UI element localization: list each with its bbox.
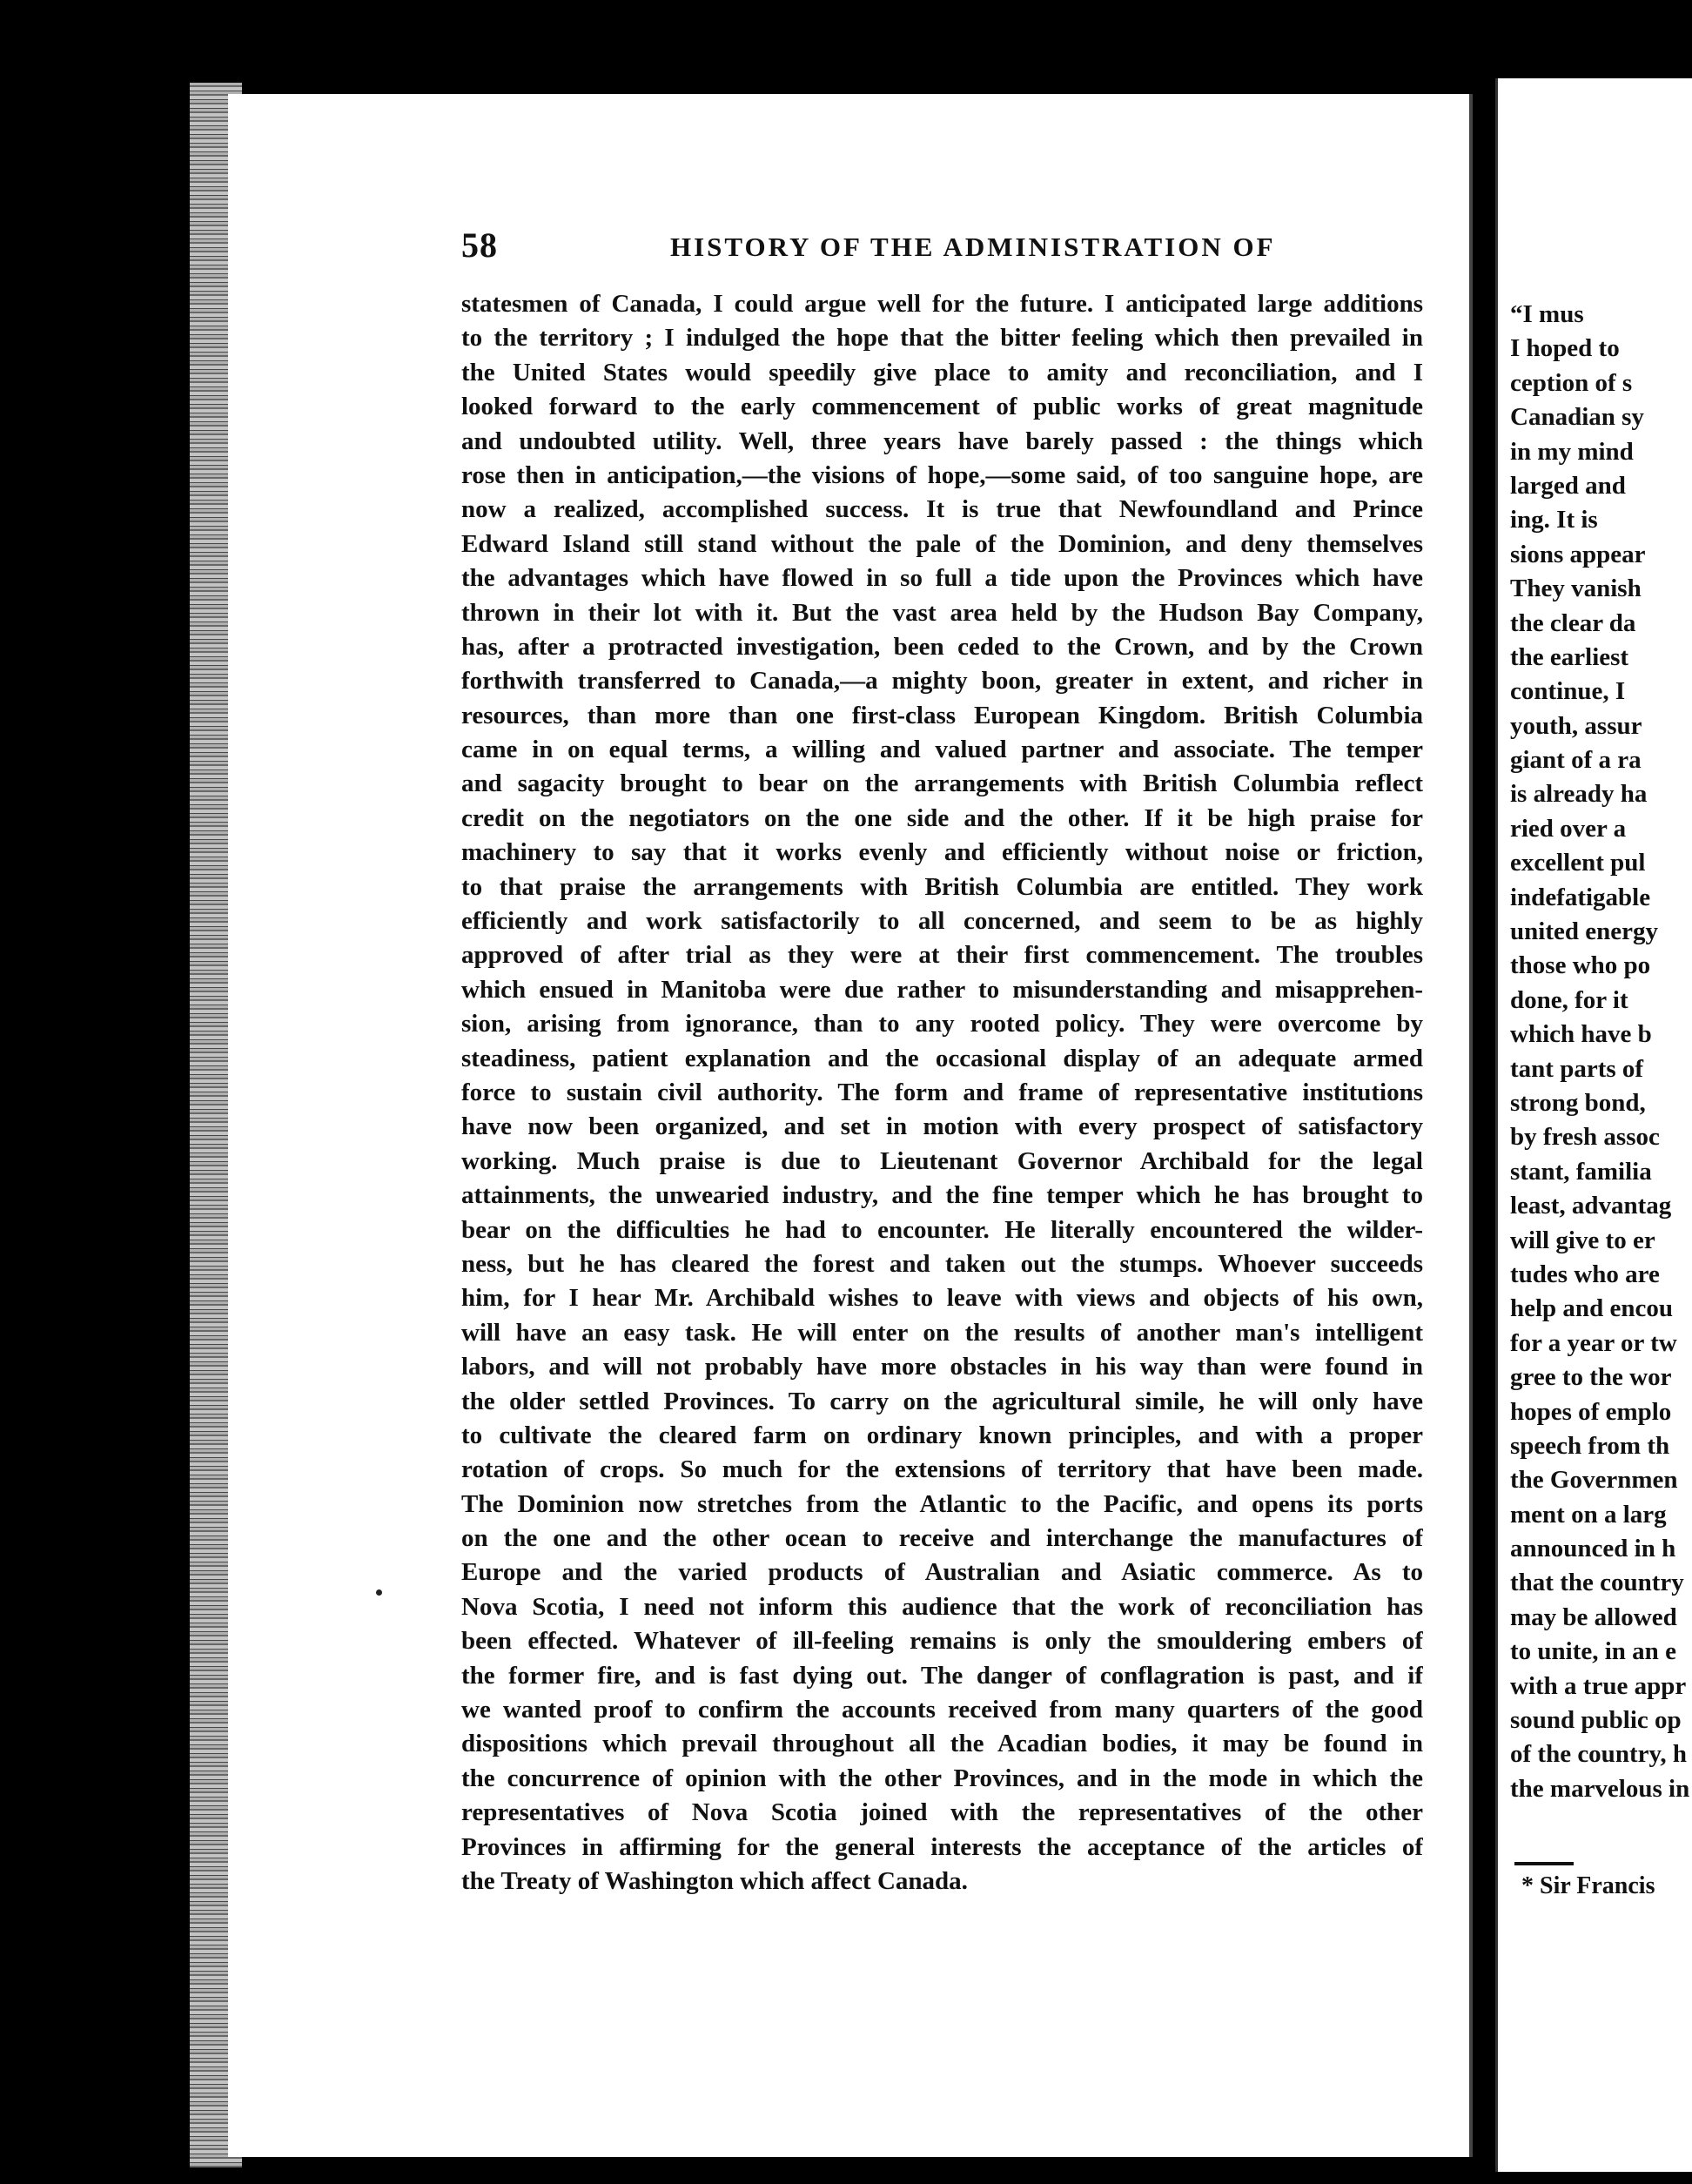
text-line: forthwith transferred to Canada,—a mighty boon, greater in extent, and richer in	[461, 667, 1423, 696]
text-line: attainments, the unwearied industry, and the fine temper which he has brought to	[461, 1181, 1423, 1210]
text-line: thrown in their lot with it. But the vast area held by the Hudson Bay Company,	[461, 598, 1423, 627]
text-line: steadiness, patient explanation and the occasional display of an adequate armed	[461, 1044, 1423, 1072]
right-text-line: those who po	[1510, 951, 1651, 980]
text-line: which ensued in Manitoba were due rather to misunderstanding and misapprehen-	[461, 975, 1423, 1004]
right-text-line: by fresh assoc	[1510, 1123, 1660, 1152]
right-text-line: tant parts of	[1510, 1054, 1644, 1083]
text-line: has, after a protracted investigation, been ceded to the Crown, and by the Crown	[461, 632, 1423, 661]
right-text-line: for a year or tw	[1510, 1328, 1677, 1357]
right-text-line: is already ha	[1510, 780, 1648, 809]
right-text-line: the clear da	[1510, 608, 1636, 637]
right-text-line: in my mind	[1510, 437, 1634, 466]
right-text-line: larged and	[1510, 471, 1626, 500]
right-text-line: I hoped to	[1510, 334, 1620, 363]
text-line: on the one and the other ocean to receive and interchange the manufactures of	[461, 1524, 1423, 1553]
text-line: Europe and the varied products of Australian and Asiatic commerce. As to	[461, 1558, 1423, 1587]
right-text-line: the earliest	[1510, 642, 1629, 671]
text-line: machinery to say that it works evenly and efficiently without noise or friction,	[461, 838, 1423, 867]
text-line: rose then in anticipation,—the visions of hope,—some said, of too sanguine hope, are	[461, 460, 1423, 489]
text-line: labors, and will not probably have more obstacles in his way than were found in	[461, 1353, 1423, 1381]
text-line: to the territory ; I indulged the hope that the bitter feeling which then prevailed in	[461, 324, 1423, 353]
text-line: approved of after trial as they were at their first commencement. The troubles	[461, 941, 1423, 970]
text-line: The Dominion now stretches from the Atlantic to the Pacific, and opens its ports	[461, 1489, 1423, 1518]
text-line: Provinces in affirming for the general interests the acceptance of the articles of	[461, 1832, 1423, 1861]
right-text-line: giant of a ra	[1510, 746, 1642, 775]
right-page-text	[1510, 298, 1692, 1806]
page-number: 58	[461, 225, 498, 265]
right-text-line: strong bond,	[1510, 1088, 1646, 1117]
text-line: the concurrence of opinion with the other Provinces, and in the mode in which the	[461, 1764, 1423, 1792]
right-text-line: indefatigable	[1510, 883, 1651, 911]
text-line: the former fire, and is fast dying out. The danger of conflagration is past, and if	[461, 1661, 1423, 1690]
text-line: representatives of Nova Scotia joined with the representatives of the other	[461, 1798, 1423, 1827]
text-line: the advantages which have flowed in so full a tide upon the Provinces which have	[461, 564, 1423, 593]
text-line: we wanted proof to confirm the accounts received from many quarters of the good	[461, 1696, 1423, 1724]
right-text-line: ing. It is	[1510, 506, 1598, 534]
right-text-line: done, for it	[1510, 985, 1628, 1014]
text-line: dispositions which prevail throughout all the Acadian bodies, it may be found in	[461, 1730, 1423, 1758]
right-text-line: “I mus	[1510, 300, 1584, 328]
right-text-line: least, advantag	[1510, 1192, 1672, 1220]
right-text-line: Canadian sy	[1510, 403, 1644, 432]
text-line: the older settled Provinces. To carry on the agricultural simile, he will only have	[461, 1387, 1423, 1415]
text-line: been effected. Whatever of ill-feeling remains is only the smouldering embers of	[461, 1627, 1423, 1656]
text-line: sion, arising from ignorance, than to any rooted policy. They were overcome by	[461, 1010, 1423, 1038]
running-head: HISTORY OF THE ADMINISTRATION OF	[670, 232, 1276, 262]
right-text-line: sound public op	[1510, 1706, 1682, 1735]
right-text-line: speech from th	[1510, 1431, 1670, 1460]
text-line: came in on equal terms, a willing and valued partner and associate. The temper	[461, 736, 1423, 764]
right-text-line: gree to the wor	[1510, 1363, 1672, 1392]
text-line: to that praise the arrangements with British Columbia are entitled. They work	[461, 872, 1423, 901]
right-text-line: youth, assur	[1510, 711, 1642, 740]
right-text-line: the marvelous in	[1510, 1774, 1690, 1803]
text-line: and sagacity brought to bear on the arrangements with British Columbia reflect	[461, 769, 1423, 798]
text-line: now a realized, accomplished success. It is true that Newfoundland and Prince	[461, 495, 1423, 524]
right-text-line: help and encou	[1510, 1294, 1673, 1323]
ink-spot	[376, 1589, 382, 1596]
text-line: will have an easy task. He will enter on the results of another man's intelligent	[461, 1318, 1423, 1347]
right-text-line: with a true appr	[1510, 1671, 1687, 1700]
right-text-line: ment on a larg	[1510, 1500, 1667, 1529]
page-header	[461, 225, 1427, 268]
text-line: working. Much praise is due to Lieutenant Governor Archibald for the legal	[461, 1146, 1423, 1175]
text-line: force to sustain civil authority. The form and frame of representative institutions	[461, 1078, 1423, 1106]
text-line: to cultivate the cleared farm on ordinary known principles, and with a proper	[461, 1421, 1423, 1449]
right-text-line: the Governmen	[1510, 1466, 1678, 1495]
right-text-line: ception of s	[1510, 368, 1633, 397]
right-text-line: sions appear	[1510, 540, 1646, 568]
text-line: him, for I hear Mr. Archibald wishes to leave with views and objects of his own,	[461, 1284, 1423, 1313]
right-text-line: of the country, h	[1510, 1740, 1687, 1769]
right-text-line: stant, familia	[1510, 1157, 1652, 1186]
text-line: the United States would speedily give place to amity and reconciliation, and I	[461, 358, 1423, 386]
text-line: efficiently and work satisfactorily to all concerned, and seem to be as highly	[461, 907, 1423, 936]
right-text-line: excellent pul	[1510, 849, 1646, 877]
text-line: rotation of crops. So much for the extensions of territory that have been made.	[461, 1455, 1423, 1484]
right-text-line: united energy	[1510, 917, 1658, 946]
right-text-line: that the country	[1510, 1569, 1684, 1597]
right-text-line: tudes who are	[1510, 1260, 1660, 1288]
text-line: and undoubted utility. Well, three years have barely passed : the things which	[461, 427, 1423, 455]
text-line: resources, than more than one first-class European Kingdom. British Columbia	[461, 701, 1423, 729]
body-text	[461, 287, 1423, 1898]
text-line: have now been organized, and set in motion with every prospect of satisfactory	[461, 1112, 1423, 1141]
right-text-line: to unite, in an e	[1510, 1637, 1676, 1666]
right-text-line: They vanish	[1510, 575, 1642, 603]
right-text-line: which have b	[1510, 1020, 1652, 1049]
text-line: ness, but he has cleared the forest and taken out the stumps. Whoever succeeds	[461, 1249, 1423, 1278]
text-line: bear on the difficulties he had to encounter. He literally encountered the wilder-	[461, 1215, 1423, 1244]
right-text-line: may be allowed	[1510, 1603, 1677, 1631]
text-line: credit on the negotiators on the one side and the other. If it be high praise for	[461, 803, 1423, 832]
right-footnote: * Sir Francis	[1521, 1872, 1655, 1899]
right-text-line: announced in h	[1510, 1535, 1676, 1563]
text-line: the Treaty of Washington which affect Canada.	[461, 1866, 968, 1895]
text-line: Edward Island still stand without the pale of the Dominion, and deny themselves	[461, 529, 1423, 558]
right-text-line: continue, I	[1510, 677, 1626, 706]
text-line: looked forward to the early commencement of public works of great magnitude	[461, 393, 1423, 421]
right-text-line: will give to er	[1510, 1226, 1655, 1254]
footnote-rule	[1514, 1862, 1574, 1865]
right-text-line: hopes of emplo	[1510, 1397, 1672, 1426]
text-line: statesmen of Canada, I could argue well for the future. I anticipated large additions	[461, 290, 1423, 318]
right-text-line: ried over a	[1510, 814, 1627, 843]
text-line: Nova Scotia, I need not inform this audience that the work of reconciliation has	[461, 1592, 1423, 1621]
